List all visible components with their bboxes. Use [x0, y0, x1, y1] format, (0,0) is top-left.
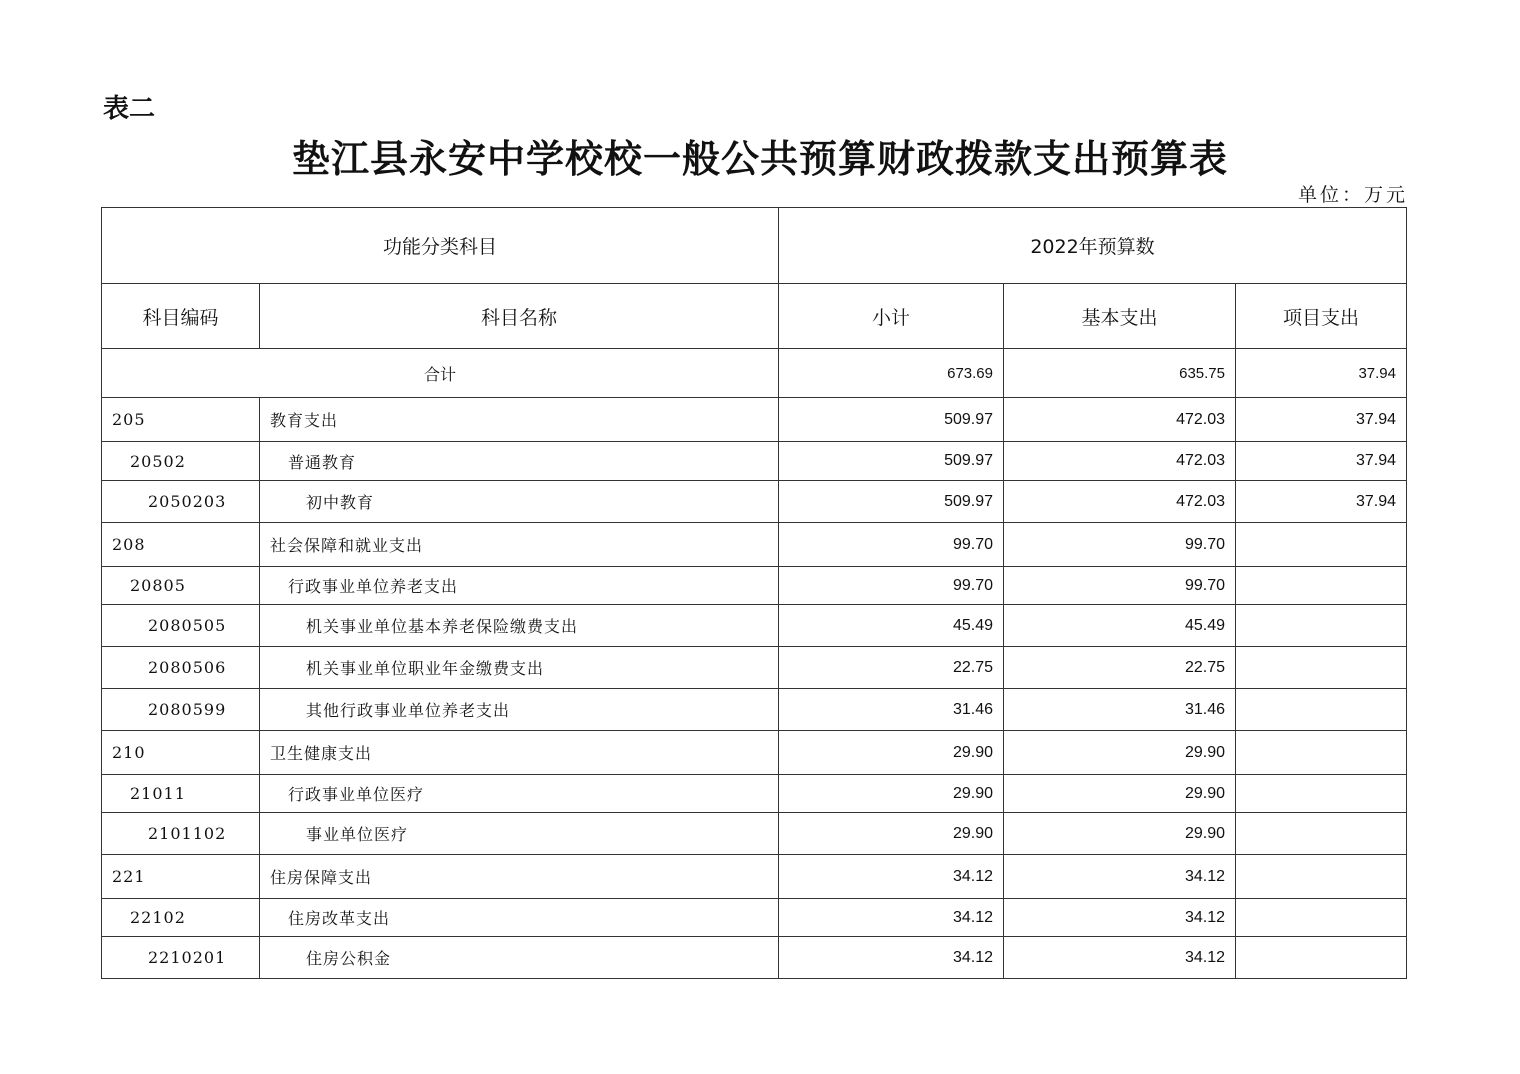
row-subtotal: 45.49	[779, 605, 1004, 647]
row-name: 初中教育	[260, 481, 779, 523]
row-subtotal: 29.90	[779, 731, 1004, 775]
row-code: 2210201	[102, 937, 260, 979]
header-budget-group: 2022年预算数	[779, 208, 1407, 284]
row-basic: 472.03	[1004, 481, 1236, 523]
row-subtotal: 509.97	[779, 398, 1004, 442]
table-row	[102, 731, 1407, 775]
document-title: 垫江县永安中学校校一般公共预算财政拨款支出预算表	[291, 136, 1228, 181]
table-row	[102, 899, 1407, 937]
table-row	[102, 937, 1407, 979]
row-code: 21011	[102, 775, 260, 813]
header-category-group: 功能分类科目	[102, 208, 779, 284]
row-basic: 34.12	[1004, 855, 1236, 899]
row-code: 2080599	[102, 689, 260, 731]
row-code: 20805	[102, 567, 260, 605]
header-subtotal: 小计	[779, 284, 1004, 349]
row-name: 教育支出	[260, 398, 779, 442]
row-subtotal: 29.90	[779, 775, 1004, 813]
row-project	[1236, 567, 1407, 605]
row-code: 22102	[102, 899, 260, 937]
row-name: 其他行政事业单位养老支出	[260, 689, 779, 731]
row-project	[1236, 689, 1407, 731]
row-code: 208	[102, 523, 260, 567]
row-project	[1236, 855, 1407, 899]
unit-note: 单位：万元	[1297, 184, 1408, 206]
row-project	[1236, 899, 1407, 937]
row-subtotal: 34.12	[779, 855, 1004, 899]
row-project	[1236, 775, 1407, 813]
row-code: 2080505	[102, 605, 260, 647]
total-project: 37.94	[1236, 349, 1407, 398]
row-basic: 22.75	[1004, 647, 1236, 689]
row-subtotal: 99.70	[779, 567, 1004, 605]
header-name: 科目名称	[260, 284, 779, 349]
row-name: 卫生健康支出	[260, 731, 779, 775]
row-subtotal: 22.75	[779, 647, 1004, 689]
row-project: 37.94	[1236, 442, 1407, 481]
row-name: 住房保障支出	[260, 855, 779, 899]
row-subtotal: 99.70	[779, 523, 1004, 567]
table-row	[102, 398, 1407, 442]
table-row	[102, 481, 1407, 523]
row-name: 事业单位医疗	[260, 813, 779, 855]
row-project	[1236, 731, 1407, 775]
row-basic: 99.70	[1004, 567, 1236, 605]
row-code: 2101102	[102, 813, 260, 855]
row-name: 住房公积金	[260, 937, 779, 979]
row-code: 210	[102, 731, 260, 775]
sheet-label: 表二	[103, 94, 156, 124]
row-project: 37.94	[1236, 398, 1407, 442]
header-code: 科目编码	[102, 284, 260, 349]
row-code: 20502	[102, 442, 260, 481]
table-row	[102, 775, 1407, 813]
table-row	[102, 567, 1407, 605]
row-name: 机关事业单位职业年金缴费支出	[260, 647, 779, 689]
row-project	[1236, 647, 1407, 689]
row-subtotal: 509.97	[779, 481, 1004, 523]
row-project	[1236, 523, 1407, 567]
row-code: 2080506	[102, 647, 260, 689]
row-subtotal: 29.90	[779, 813, 1004, 855]
total-label: 合计	[102, 349, 779, 398]
row-name: 社会保障和就业支出	[260, 523, 779, 567]
table-row	[102, 605, 1407, 647]
row-basic: 34.12	[1004, 937, 1236, 979]
row-subtotal: 31.46	[779, 689, 1004, 731]
table-row	[102, 523, 1407, 567]
row-code: 2050203	[102, 481, 260, 523]
header-project: 项目支出	[1236, 284, 1407, 349]
row-project	[1236, 937, 1407, 979]
table-row	[102, 813, 1407, 855]
row-basic: 34.12	[1004, 899, 1236, 937]
header-basic: 基本支出	[1004, 284, 1236, 349]
row-code: 205	[102, 398, 260, 442]
row-basic: 99.70	[1004, 523, 1236, 567]
row-project: 37.94	[1236, 481, 1407, 523]
header-row-group	[102, 208, 1407, 284]
total-row	[102, 349, 1407, 398]
row-project	[1236, 813, 1407, 855]
row-subtotal: 34.12	[779, 899, 1004, 937]
budget-table	[101, 207, 1407, 979]
row-basic: 29.90	[1004, 731, 1236, 775]
row-basic: 29.90	[1004, 775, 1236, 813]
table-row	[102, 855, 1407, 899]
row-name: 行政事业单位医疗	[260, 775, 779, 813]
table-row	[102, 442, 1407, 481]
total-subtotal: 673.69	[779, 349, 1004, 398]
row-basic: 472.03	[1004, 442, 1236, 481]
table-row	[102, 647, 1407, 689]
row-subtotal: 34.12	[779, 937, 1004, 979]
row-project	[1236, 605, 1407, 647]
row-code: 221	[102, 855, 260, 899]
table-row	[102, 689, 1407, 731]
row-name: 行政事业单位养老支出	[260, 567, 779, 605]
row-subtotal: 509.97	[779, 442, 1004, 481]
row-name: 机关事业单位基本养老保险缴费支出	[260, 605, 779, 647]
row-name: 住房改革支出	[260, 899, 779, 937]
row-basic: 45.49	[1004, 605, 1236, 647]
row-basic: 31.46	[1004, 689, 1236, 731]
row-basic: 29.90	[1004, 813, 1236, 855]
total-basic: 635.75	[1004, 349, 1236, 398]
header-row-columns	[102, 284, 1407, 349]
row-basic: 472.03	[1004, 398, 1236, 442]
row-name: 普通教育	[260, 442, 779, 481]
